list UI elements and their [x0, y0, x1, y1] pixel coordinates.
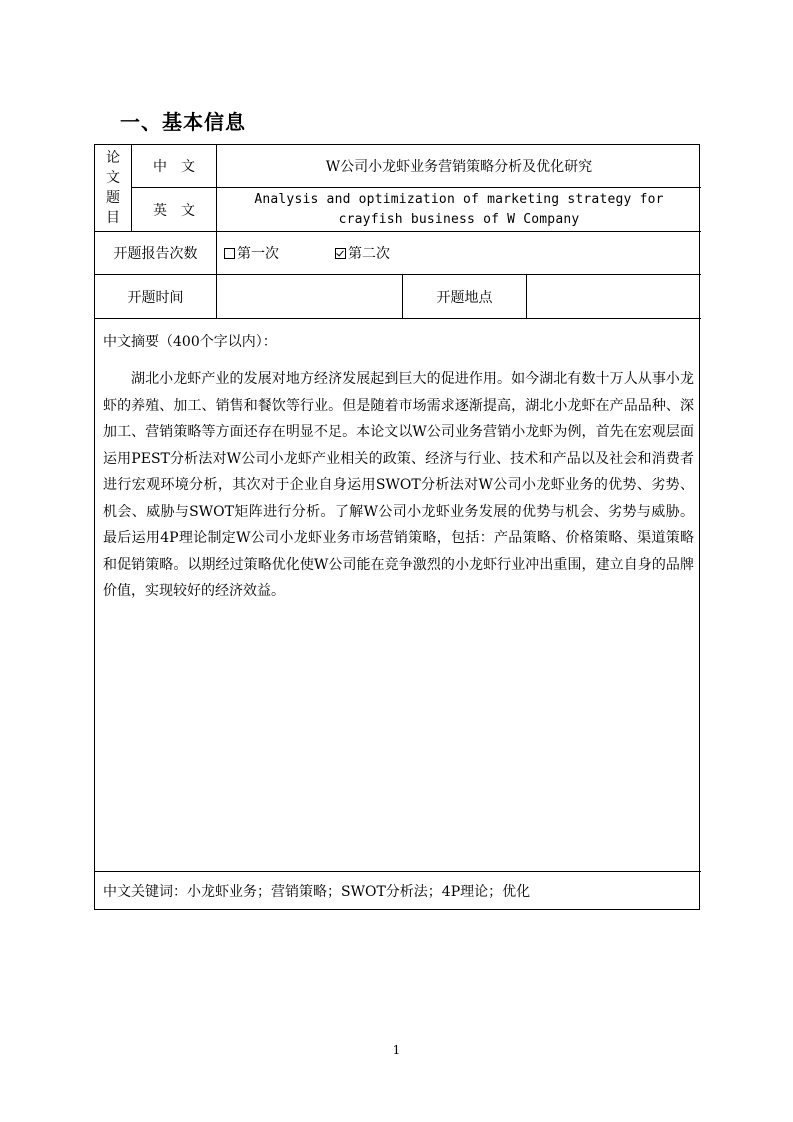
- thesis-title-label: [95, 145, 131, 231]
- thesis-title-label-char: 文: [106, 170, 120, 186]
- cn-title-value: [217, 145, 701, 187]
- abstract-body: 湖北小龙虾产业的发展对地方经济发展起到巨大的促进作用。如今湖北有数十万人从事小龙虾的养殖、加工、销售和餐饮等行业。但是随着市场需求逐渐提高，湖北小龙虾在产品品种、深加工、营销策略等方面还存在明显不足。本论文以W公司业务营销小龙虾为例，首先在宏观层面运用PEST分析法对W公司小龙虾产业相关的政策、经济与行业、技术和产品以及社会和消费者进行宏观环境分析，其次对于企业自身运用SWOT分析法对W公司小龙虾业务的优势、劣势、机会、威胁与SWOT矩阵进行分析。了解W公司小龙虾业务发展的优势与机会、劣势与威胁。最后运用4P理论制定W公司小龙虾业务市场营销策略，包括：产品策略、价格策略、渠道策略和促销策略。以期经过策略优化使W公司能在竞争激烈的小龙虾行业冲出重围，建立自身的品牌价值，实现较好的经济效益。: [103, 371, 694, 599]
- keywords-text: 中文关键词：小龙虾业务；营销策略；SWOT分析法；4P理论；优化: [103, 884, 531, 900]
- en-title-value: [217, 188, 701, 231]
- open-time-label-text: 开题时间: [127, 289, 184, 306]
- cn-title-text: W公司小龙虾业务营销策略分析及优化研究: [325, 159, 593, 175]
- report-count-label-text: 开题报告次数: [113, 246, 198, 262]
- cn-title-label: [132, 145, 216, 187]
- page-number: 1: [392, 1043, 401, 1057]
- thesis-title-label-char: 目: [106, 210, 120, 226]
- thesis-title-label-char: 题: [106, 190, 120, 206]
- en-title-label-text: 英文: [153, 202, 209, 219]
- checkbox-unchecked-icon[interactable]: [224, 248, 235, 259]
- report-count-options: [217, 232, 701, 274]
- open-place-label: [403, 275, 526, 318]
- open-time-value[interactable]: [217, 275, 402, 318]
- report-option-second-label: 第二次: [348, 246, 390, 262]
- checkbox-checked-icon[interactable]: [335, 248, 346, 259]
- keywords-section: [95, 872, 701, 910]
- section-title: 一、基本信息: [120, 110, 246, 134]
- thesis-title-label-char: 论: [106, 150, 120, 166]
- report-option-first-label: 第一次: [237, 246, 279, 262]
- en-title-text: Analysis and optimization of marketing strategy for crayfish business of W Company: [254, 191, 664, 227]
- en-title-label: [132, 188, 216, 231]
- cn-title-label-text: 中文: [153, 159, 209, 175]
- basic-info-form: [94, 144, 700, 910]
- abstract-section: [95, 319, 701, 871]
- report-option-first[interactable]: [224, 243, 279, 263]
- open-place-value[interactable]: [527, 275, 701, 318]
- open-time-label: [95, 275, 216, 318]
- abstract-label: 中文摘要（400个字以内）：: [103, 334, 277, 350]
- report-option-second[interactable]: [335, 243, 390, 263]
- open-place-label-text: 开题地点: [436, 289, 493, 306]
- report-count-label: [95, 232, 216, 274]
